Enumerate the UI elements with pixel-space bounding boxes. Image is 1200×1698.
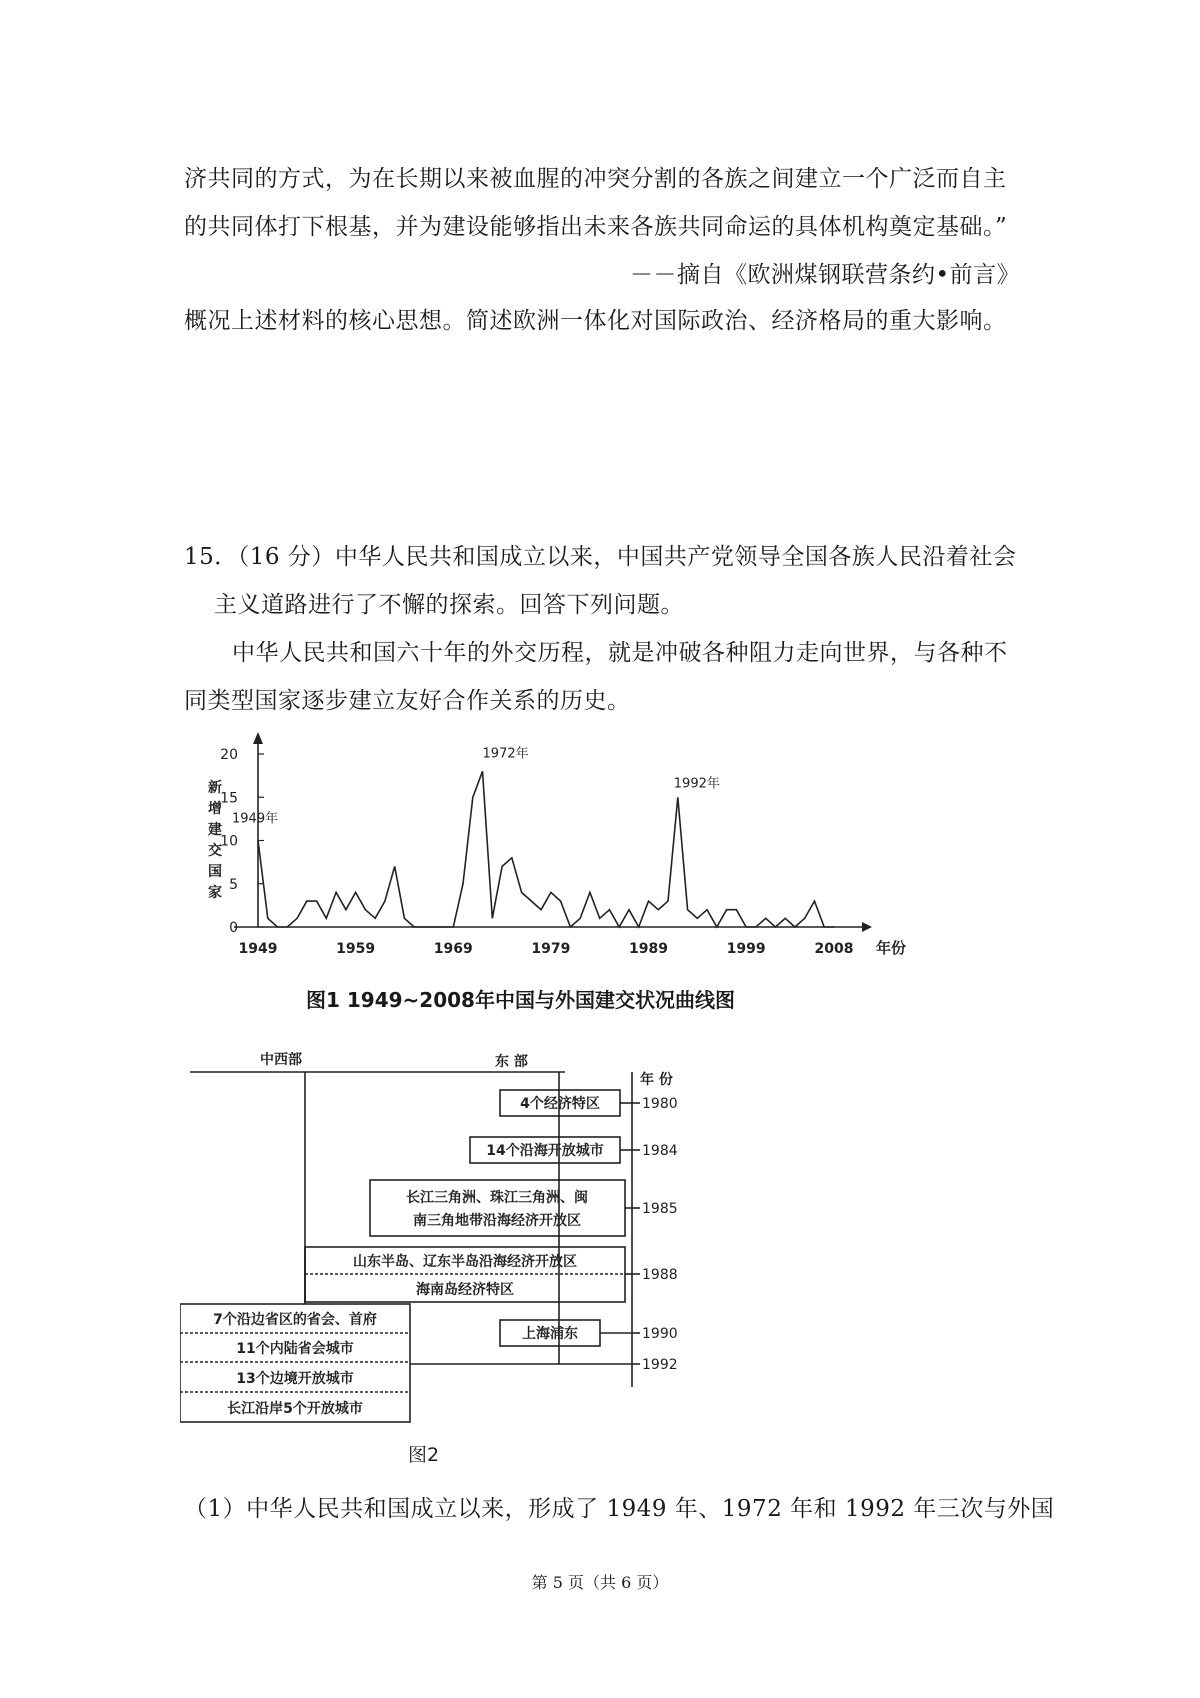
x-axis-arrow xyxy=(862,922,872,932)
annotation-1972: 1972年 xyxy=(482,746,529,762)
page-footer: 第 5 页（共 6 页） xyxy=(531,1573,669,1592)
text-west-r3: 13个边境开放城市 xyxy=(236,1371,354,1387)
year-1988: 1988 xyxy=(642,1267,678,1283)
q15-intro-2: 同类型国家逐步建立友好合作关系的历史。 xyxy=(184,688,631,714)
q15-line-2: 主义道路进行了不懈的探索。回答下列问题。 xyxy=(214,592,684,618)
text-1988-box-1: 山东半岛、辽东半岛沿海经济开放区 xyxy=(353,1254,577,1270)
passage-question: 概况上述材料的核心思想。简述欧洲一体化对国际政治、经济格局的重大影响。 xyxy=(184,308,1007,334)
y-axis-arrow xyxy=(253,732,263,744)
annotation-1949: 1949年 xyxy=(232,811,279,827)
y-axis-label: 新增建交国家 xyxy=(208,780,222,901)
text-west-r1: 7个沿边省区的省会、首府 xyxy=(213,1312,377,1328)
series-line xyxy=(258,771,834,927)
q15-intro-1: 中华人民共和国六十年的外交历程，就是冲破各种阻力走向世界，与各种不 xyxy=(232,640,1008,666)
label-year: 年 份 xyxy=(640,1072,673,1088)
x-tick-label: 1999 xyxy=(726,941,766,957)
year-1992: 1992 xyxy=(642,1357,678,1373)
text-1988-box-2: 海南岛经济特区 xyxy=(416,1282,514,1298)
year-1985: 1985 xyxy=(642,1201,678,1217)
q15-sub-1: （1）中华人民共和国成立以来，形成了 1949 年、1972 年和 1992 年三次与外国 xyxy=(184,1496,1055,1522)
chart-axes xyxy=(234,732,872,932)
y-tick-label: 15 xyxy=(220,790,238,807)
x-tick-label: 1969 xyxy=(433,941,473,957)
diplomatic-relations-chart xyxy=(190,730,930,980)
y-tick-label: 10 xyxy=(220,833,238,850)
figure-2-caption: 图2 xyxy=(408,1444,440,1466)
x-tick-label: 1979 xyxy=(531,941,571,957)
text-1990-box: 上海浦东 xyxy=(522,1326,578,1342)
passage-source: －－摘自《欧洲煤钢联营条约•前言》 xyxy=(630,262,1021,288)
y-tick-label: 20 xyxy=(220,747,238,763)
text-1985-box-2: 南三角地带沿海经济开放区 xyxy=(413,1213,581,1229)
annotation-1992: 1992年 xyxy=(673,776,720,792)
year-1984: 1984 xyxy=(642,1143,678,1159)
year-1980: 1980 xyxy=(642,1096,678,1112)
text-west-r2: 11个内陆省会城市 xyxy=(236,1341,354,1357)
passage-line-1: 济共同的方式，为在长期以来被血腥的冲突分割的各族之间建立一个广泛而自主 xyxy=(184,166,1007,192)
text-1980-box: 4个经济特区 xyxy=(520,1096,600,1112)
x-tick-label: 2008 xyxy=(814,941,854,957)
y-tick-label: 0 xyxy=(229,920,238,936)
passage-line-2: 的共同体打下根基，并为建设能够指出未来各族共同命运的具体机构奠定基础。” xyxy=(184,214,1008,240)
q15-line-1: 15．（16 分）中华人民共和国成立以来，中国共产党领导全国各族人民沿着社会 xyxy=(184,544,1017,570)
chart-annotations xyxy=(232,745,720,826)
x-axis-label: 年份 xyxy=(876,939,907,957)
chart-ticks xyxy=(208,747,906,957)
year-1990: 1990 xyxy=(642,1326,678,1342)
x-tick-label: 1959 xyxy=(336,941,376,957)
label-central-west: 中西部 xyxy=(260,1052,302,1068)
x-tick-label: 1949 xyxy=(238,941,278,957)
text-1984-box: 14个沿海开放城市 xyxy=(486,1143,604,1159)
figure-1-caption: 图1 1949~2008年中国与外国建交状况曲线图 xyxy=(306,988,735,1012)
text-west-r4: 长江沿岸5个开放城市 xyxy=(227,1401,363,1417)
y-tick-label: 5 xyxy=(229,876,238,893)
label-east: 东 部 xyxy=(495,1054,528,1070)
text-1985-box-1: 长江三角洲、珠江三角洲、闽 xyxy=(406,1190,588,1206)
opening-up-diagram xyxy=(180,1052,720,1432)
x-tick-label: 1989 xyxy=(629,941,668,957)
